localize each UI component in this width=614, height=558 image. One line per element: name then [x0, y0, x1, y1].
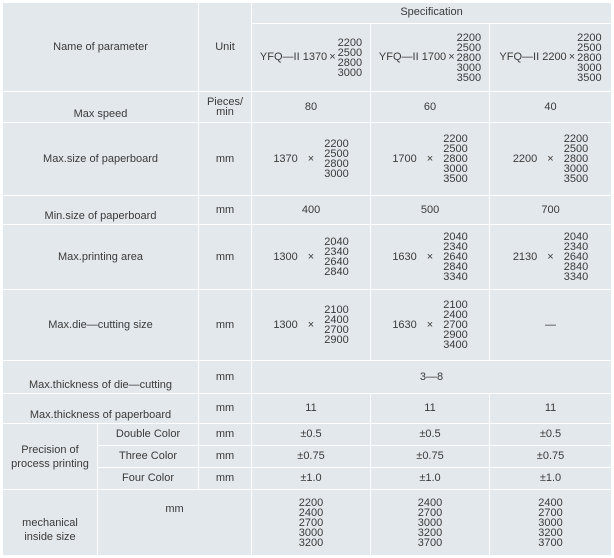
max-paperboard-label: Max.size of paperboard: [3, 123, 199, 196]
max-diecut-value-3: —: [490, 290, 612, 361]
specification-table: [2, 2, 612, 556]
precision-double-value-1: ±0.5: [252, 424, 371, 446]
mechanical-unit: mm: [98, 490, 252, 556]
max-speed-unit: Pieces/ min: [199, 92, 252, 123]
max-printing-label: Max.printing area: [3, 225, 199, 290]
max-paperboard-value-1: 1370 × 2200 2500 2800 3000: [252, 123, 371, 196]
precision-three-label: Three Color: [98, 446, 199, 468]
max-paperboard-unit: mm: [199, 123, 252, 196]
mechanical-label: mechanical inside size: [3, 490, 98, 556]
max-diecut-label: Max.die—cutting size: [3, 290, 199, 361]
model-cell-3: YFQ—II 2200 × 2200 2500 2800 3000 3500: [490, 24, 612, 92]
thickness-diecut-label: Max.thickness of die—cutting: [3, 361, 199, 394]
max-paperboard-value-2: 1700 × 2200 2500 2800 3000 3500: [371, 123, 490, 196]
max-printing-value-2: 1630 × 2040 2340 2640 2840 3340: [371, 225, 490, 290]
precision-four-unit: mm: [199, 468, 252, 490]
max-diecut-value-2: 1630 × 2100 2400 2700 2900 3400: [371, 290, 490, 361]
max-diecut-value-1: 1300 × 2100 2400 2700 2900: [252, 290, 371, 361]
max-speed-label: Max speed: [3, 92, 199, 123]
precision-three-value-3: ±0.75: [490, 446, 612, 468]
thickness-diecut-unit: mm: [199, 361, 252, 394]
max-printing-value-1: 1300 × 2040 2340 2640 2840: [252, 225, 371, 290]
precision-three-unit: mm: [199, 446, 252, 468]
thickness-paperboard-unit: mm: [199, 394, 252, 424]
precision-four-value-2: ±1.0: [371, 468, 490, 490]
specification-header: Specification: [252, 3, 612, 24]
precision-double-value-3: ±0.5: [490, 424, 612, 446]
max-diecut-unit: mm: [199, 290, 252, 361]
mechanical-value-1: 2200 2400 2700 3000 3200: [252, 490, 371, 556]
min-paperboard-value-3: 700: [490, 196, 612, 225]
max-paperboard-value-3: 2200 × 2200 2500 2800 3000 3500: [490, 123, 612, 196]
precision-three-value-1: ±0.75: [252, 446, 371, 468]
min-paperboard-unit: mm: [199, 196, 252, 225]
name-of-parameter-header: Name of parameter: [3, 3, 199, 92]
precision-four-value-3: ±1.0: [490, 468, 612, 490]
min-paperboard-value-2: 500: [371, 196, 490, 225]
precision-label: Precision of process printing: [3, 424, 98, 490]
precision-four-value-1: ±1.0: [252, 468, 371, 490]
model-cell-1: YFQ—II 1370 × 2200 2500 2800 3000: [252, 24, 371, 92]
max-printing-unit: mm: [199, 225, 252, 290]
min-paperboard-label: Min.size of paperboard: [3, 196, 199, 225]
precision-four-label: Four Color: [98, 468, 199, 490]
thickness-paperboard-value-3: 11: [490, 394, 612, 424]
thickness-paperboard-value-2: 11: [371, 394, 490, 424]
max-speed-value-2: 60: [371, 92, 490, 123]
thickness-diecut-value: 3—8: [252, 361, 612, 394]
unit-header: Unit: [199, 3, 252, 92]
precision-double-label: Double Color: [98, 424, 199, 446]
thickness-paperboard-label: Max.thickness of paperboard: [3, 394, 199, 424]
max-printing-value-3: 2130 × 2040 2340 2640 2840 3340: [490, 225, 612, 290]
min-paperboard-value-1: 400: [252, 196, 371, 225]
thickness-paperboard-value-1: 11: [252, 394, 371, 424]
precision-double-unit: mm: [199, 424, 252, 446]
mechanical-value-2: 2400 2700 3000 3200 3700: [371, 490, 490, 556]
max-speed-value-3: 40: [490, 92, 612, 123]
precision-double-value-2: ±0.5: [371, 424, 490, 446]
model-cell-2: YFQ—II 1700 × 2200 2500 2800 3000 3500: [371, 24, 490, 92]
max-speed-value-1: 80: [252, 92, 371, 123]
precision-three-value-2: ±0.75: [371, 446, 490, 468]
mechanical-value-3: 2400 2700 3000 3200 3700: [490, 490, 612, 556]
